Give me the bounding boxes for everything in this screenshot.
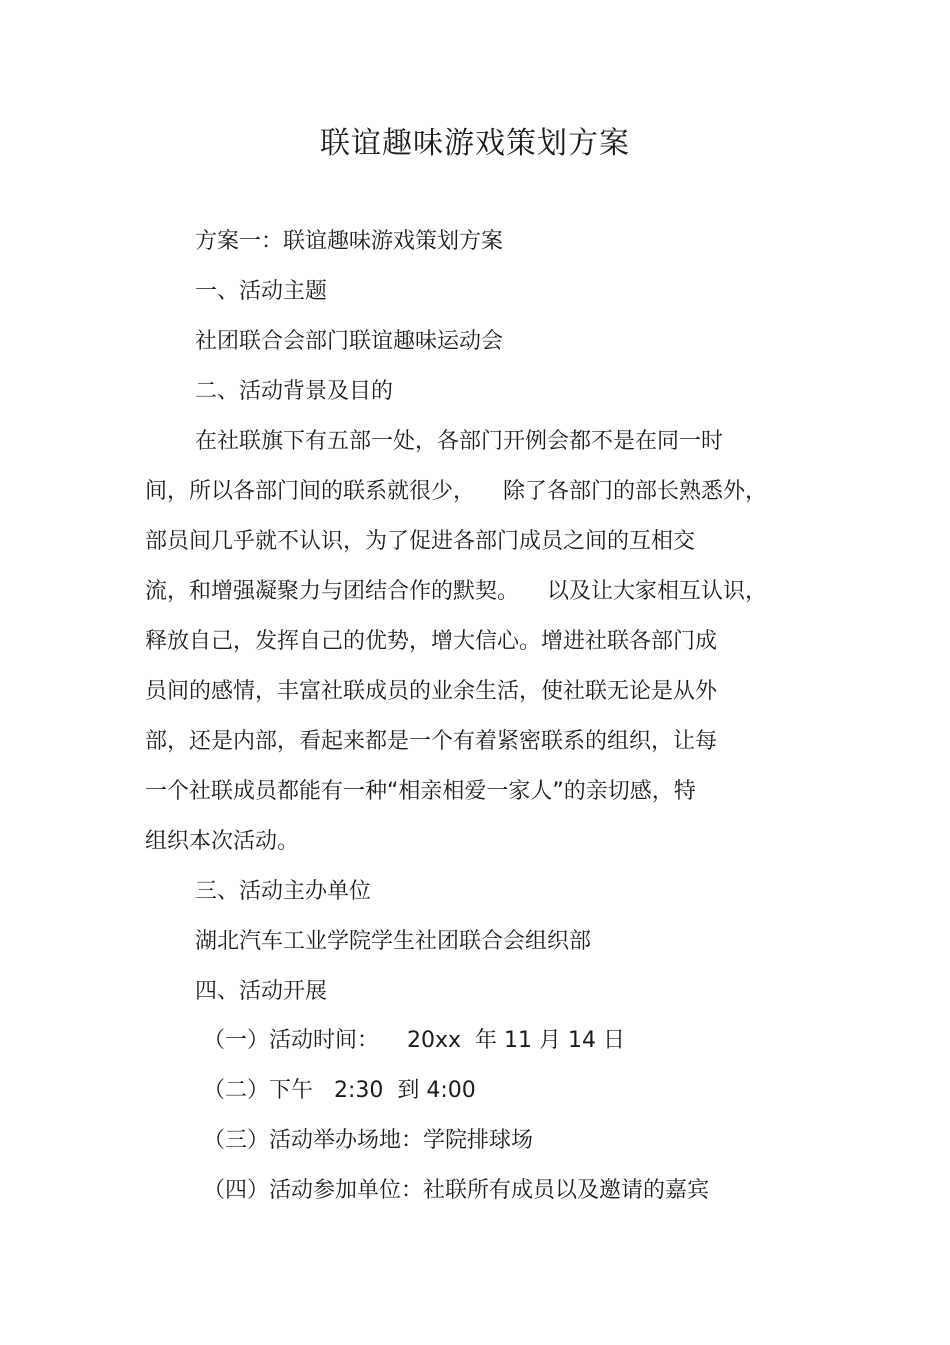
theme-text: 社团联合会部门联谊趣味运动会 xyxy=(195,329,504,354)
paragraph-line: 组织本次活动。 xyxy=(145,829,300,854)
activity-item: （三）活动举办场地：学院排球场 xyxy=(203,1128,534,1153)
paragraph-line: 释放自己，发挥自己的优势，增大信心。增进社联各部门成 xyxy=(145,629,718,654)
section-heading-theme: 一、活动主题 xyxy=(195,279,328,304)
section-heading-organizer: 三、活动主办单位 xyxy=(195,879,372,904)
activity-item: （二）下午 2:30 到 4:00 xyxy=(203,1078,476,1103)
paragraph-line: 部员间几乎就不认识，为了促进各部门成员之间的互相交 xyxy=(145,529,696,554)
paragraph-line: 一个社联成员都能有一种“相亲相爱一家人”的亲切感，特 xyxy=(145,779,696,804)
paragraph-line: 部，还是内部，看起来都是一个有着紧密联系的组织，让每 xyxy=(145,729,718,754)
section-heading-activities: 四、活动开展 xyxy=(195,979,328,1004)
document-title: 联谊趣味游戏策划方案 xyxy=(320,126,630,161)
paragraph-line: 在社联旗下有五部一处，各部门开例会都不是在同一时 xyxy=(195,429,724,454)
paragraph-line: 流，和增强凝聚力与团结合作的默契。 以及让大家相互认识， xyxy=(145,579,767,604)
organizer-text: 湖北汽车工业学院学生社团联合会组织部 xyxy=(195,929,592,954)
activity-item: （四）活动参加单位：社联所有成员以及邀请的嘉宾 xyxy=(203,1178,710,1203)
activity-item: （一）活动时间： 20xx 年 11 月 14 日 xyxy=(203,1028,625,1053)
scheme-heading: 方案一：联谊趣味游戏策划方案 xyxy=(195,229,504,254)
section-heading-background: 二、活动背景及目的 xyxy=(195,379,394,404)
paragraph-line: 员间的感情，丰富社联成员的业余生活，使社联无论是从外 xyxy=(145,679,718,704)
paragraph-line: 间，所以各部门间的联系就很少， 除了各部门的部长熟悉外， xyxy=(145,479,767,504)
